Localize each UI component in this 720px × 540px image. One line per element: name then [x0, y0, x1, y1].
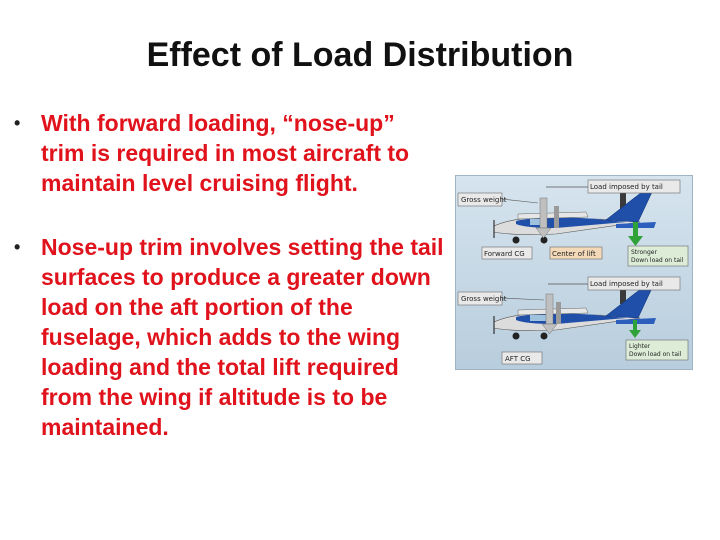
tail-load-strength-label: Stronger [631, 249, 657, 256]
load-imposed-label: Load imposed by tail [590, 183, 663, 191]
tail-load-label: Down load on tail [631, 257, 684, 264]
bullet-text: Nose-up trim involves setting the tail surfaces to produce a greater down load on the aft portion of the fuselage, which adds to the wing loading and the total lift required from the wing if altitude is to be maintained. [41, 234, 444, 440]
gross-weight-arrow-icon [540, 198, 547, 228]
bullet-text: With forward loading, “nose-up” trim is required in most aircraft to maintain level cruising flight. [41, 110, 410, 196]
gross-weight-label: Gross weight [461, 196, 507, 204]
cg-label: Forward CG [484, 250, 525, 258]
aircraft-icon [494, 192, 656, 244]
bullet-list [14, 108, 444, 442]
bottom-aircraft-panel [458, 277, 688, 364]
bullet-item [14, 232, 444, 442]
aircraft-diagram [456, 176, 692, 369]
slide-title: Effect of Load Distribution [146, 36, 574, 74]
load-distribution-figure [455, 175, 693, 370]
down-load-arrow-icon [633, 222, 638, 236]
bullet-icon: • [14, 113, 21, 133]
gross-weight-arrow-icon [546, 294, 553, 324]
tail-load-label: Down load on tail [629, 351, 682, 358]
center-of-lift-label: Center of lift [552, 250, 596, 258]
top-aircraft-panel [458, 180, 688, 266]
load-imposed-label: Load imposed by tail [590, 280, 663, 288]
down-load-arrow-icon [633, 320, 637, 330]
cg-label: AFT CG [505, 355, 531, 363]
bullet-icon: • [14, 237, 21, 257]
tail-load-strength-label: Lighter [629, 343, 651, 350]
gross-weight-label: Gross weight [461, 295, 507, 303]
bullet-item [14, 108, 444, 198]
